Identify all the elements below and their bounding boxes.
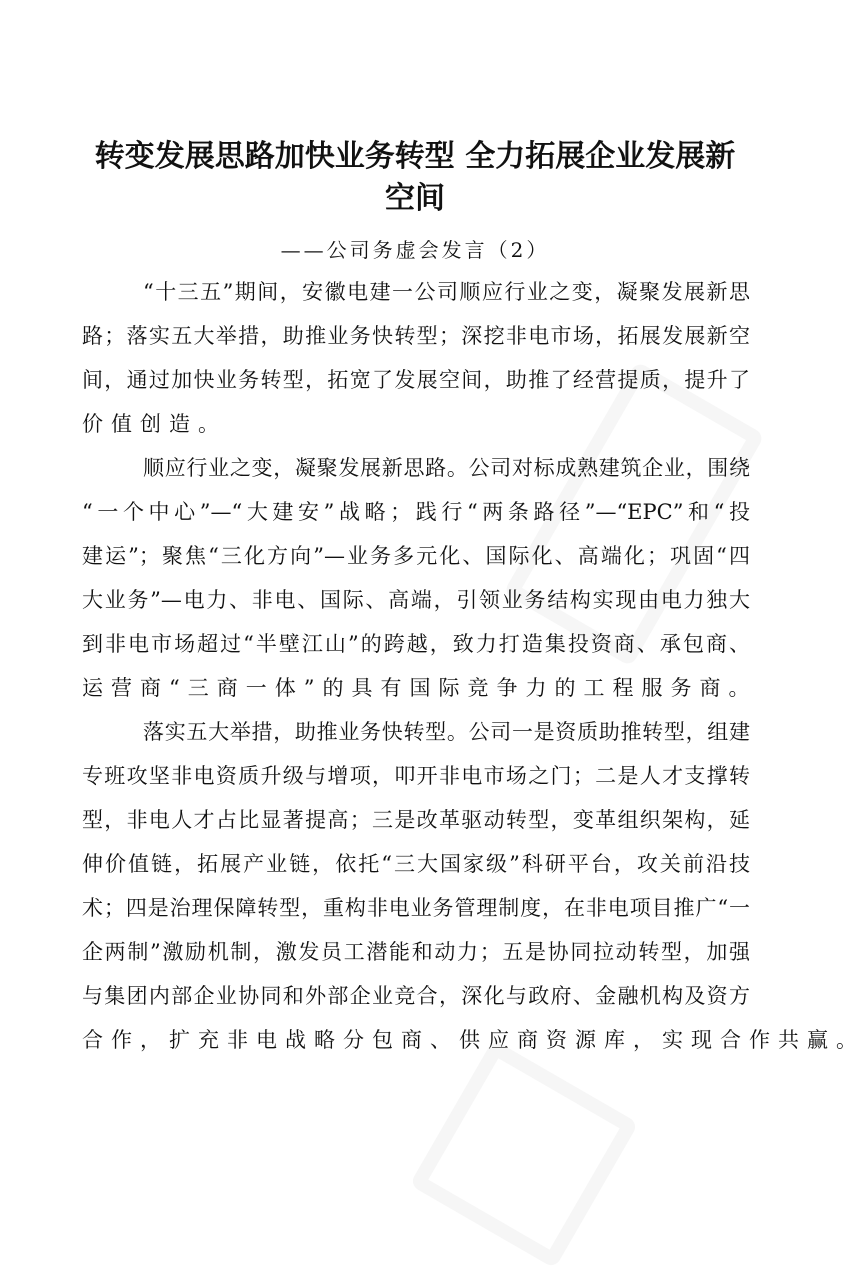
title-line: 转变发展思路加快业务转型 全力拓展企业发展新 [94, 139, 736, 174]
paragraph-line: “十三五”期间，安徽电建一公司顺应行业之变，凝聚发展新思 [143, 280, 750, 304]
paragraph-line: “一个中心”—“大建安”战略；践行“两条路径”—“EPC”和“投 [82, 500, 750, 524]
paragraph-line: 合作，扩充非电战略分包商、供应商资源库，实现合作共赢。 [82, 1028, 865, 1052]
paragraph-line: 顺应行业之变，凝聚发展新思路。公司对标成熟建筑企业，围绕 [143, 456, 750, 480]
paragraph-line: 企两制”激励机制，激发员工潜能和动力；五是协同拉动转型，加强 [82, 940, 750, 964]
paragraph [82, 446, 758, 710]
paragraph-line: 落实五大举措，助推业务快转型。公司一是资质助推转型，组建 [143, 720, 750, 744]
paragraph-line: 到非电市场超过“半壁江山”的跨越，致力打造集投资商、承包商、 [82, 632, 750, 656]
paragraph-line: 型，非电人才占比显著提高；三是改革驱动转型，变革组织架构，延 [82, 808, 750, 832]
paragraph [82, 270, 750, 446]
paragraph-line: 运营商“三商一体”的具有国际竞争力的工程服务商。 [82, 676, 758, 700]
document-title [70, 136, 760, 220]
document-body [82, 270, 865, 1062]
paragraph-line: 大业务”—电力、非电、国际、高端，引领业务结构实现由电力独大 [82, 588, 750, 612]
paragraph-line: 路；落实五大举措，助推业务快转型；深挖非电市场，拓展发展新空 [82, 324, 750, 348]
title-line: 空间 [385, 181, 445, 216]
paragraph-line: 专班攻坚非电资质升级与增项，叩开非电市场之门；二是人才支撑转 [82, 764, 750, 788]
paragraph [82, 710, 865, 1062]
paragraph-line: 伸价值链，拓展产业链，依托“三大国家级”科研平台，攻关前沿技 [82, 852, 750, 876]
paragraph-line: 术；四是治理保障转型，重构非电业务管理制度，在非电项目推广“一 [82, 896, 750, 920]
paragraph-line: 价值创造。 [82, 412, 227, 436]
paragraph-line: 建运”；聚焦“三化方向”—业务多元化、国际化、高端化；巩固“四 [82, 544, 750, 568]
paragraph-line: 间，通过加快业务转型，拓宽了发展空间，助推了经营提质，提升了 [82, 368, 750, 392]
document-subtitle: ——公司务虚会发言（2） [280, 238, 550, 262]
paragraph-line: 与集团内部企业协同和外部企业竞合，深化与政府、金融机构及资方 [82, 984, 750, 1008]
watermark [409, 1039, 638, 1268]
